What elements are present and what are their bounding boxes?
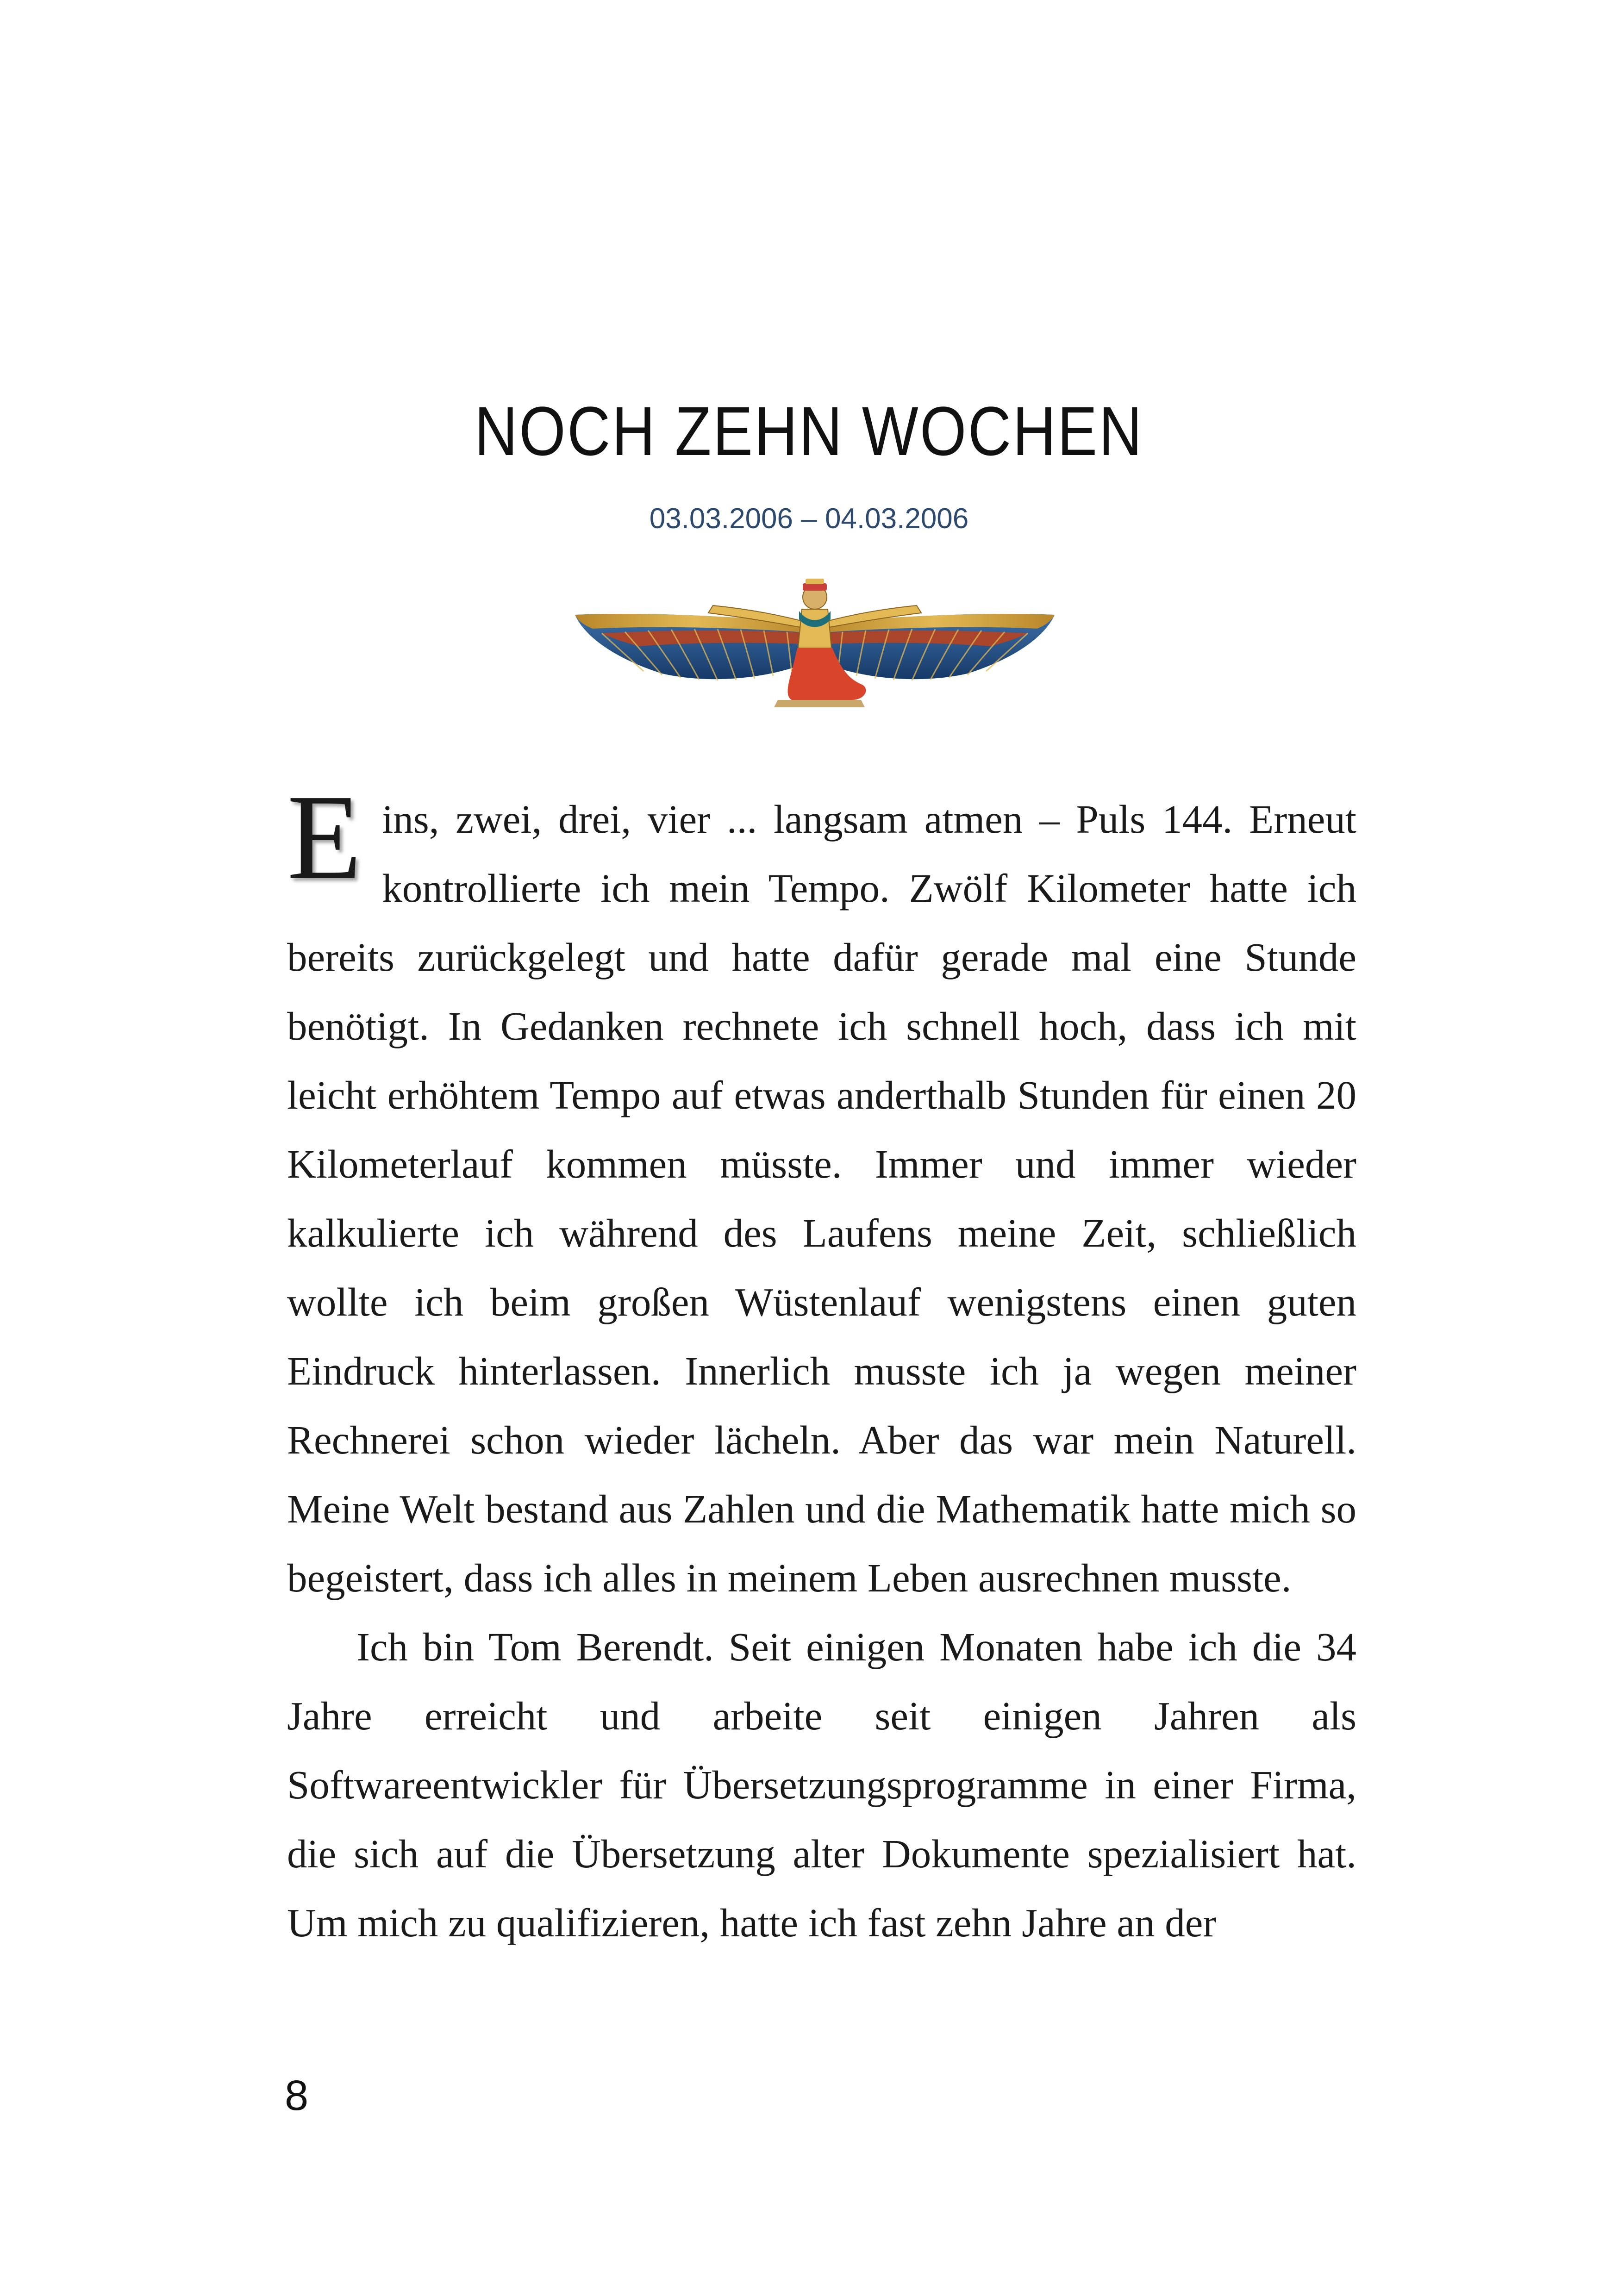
body-text — [287, 770, 1356, 1957]
page-number: 8 — [285, 2072, 309, 2119]
paragraph-1-text: ins, zwei, drei, vier ... langsam atmen – Puls 144. Erneut kontrollierte ich mein Tempo. Zwölf Kilometer hatte ich bereits zurückgelegt und hatte dafür gerade mal eine Stunde benötigt. In Gedanken rechnete ich schnell hoch, dass ich mit leicht erhöhtem Tempo auf etwas anderthalb Stunden für einen 20 Kilometerlauf kommen müsste. Immer und immer wieder kalkulierte ich während des Laufens meine Zeit, schließlich wollte ich beim großen Wüstenlauf wenigstens einen guten Eindruck hinterlassen. Innerlich musste ich ja wegen meiner Rechnerei schon wieder lächeln. Aber das war mein Naturell. Meine Welt bestand aus Zahlen und die Mathematik hatte mich so begeistert, dass ich alles in meinem Leben ausrechnen musste. — [287, 797, 1356, 1600]
winged-goddess-icon — [574, 579, 1056, 713]
paragraph-2: Ich bin Tom Berendt. Seit einigen Monaten habe ich die 34 Jahre erreicht und arbeite seit einigen Jahren als Softwareentwickler für Übersetzungsprogramme in einer Firma, die sich auf die Übersetzung alter Dokumente spezialisiert hat. Um mich zu qualifizieren, hatte ich fast zehn Jahre an der — [287, 1624, 1356, 1945]
chapter-title: NOCH ZEHN WOCHEN — [474, 392, 1144, 470]
chapter-date-range: 03.03.2006 – 04.03.2006 — [649, 503, 969, 535]
drop-cap: E — [287, 770, 362, 905]
paragraph-1 — [287, 770, 1356, 1612]
